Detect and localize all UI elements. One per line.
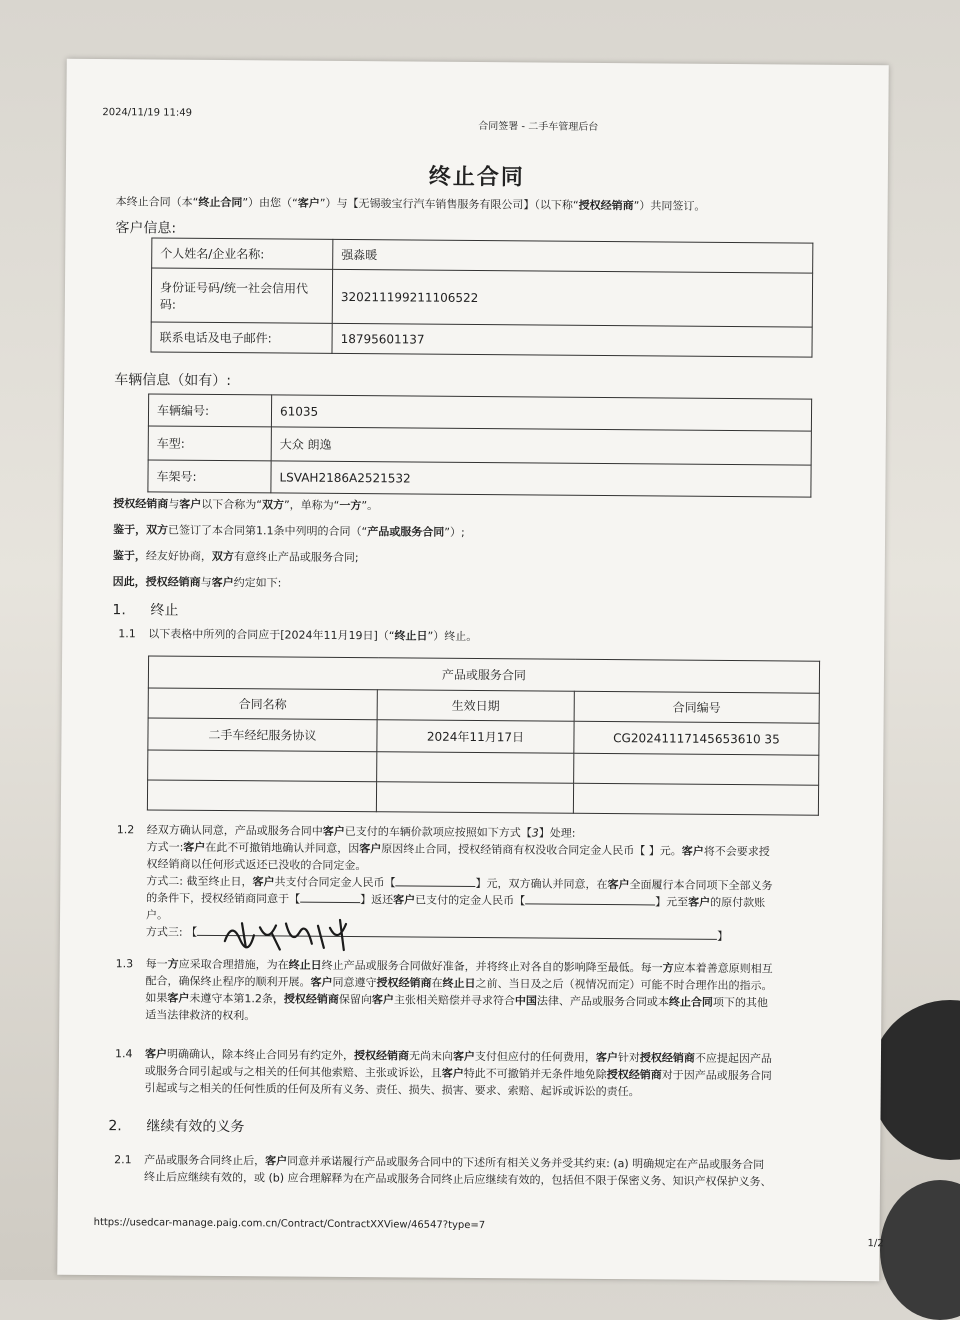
contract-number-cell: CG20241117145653610 35: [574, 721, 819, 755]
contract-number-cell: [574, 753, 819, 785]
vehicle-info-table: [147, 393, 812, 497]
clause-2-1: 2.1 产品或服务合同终止后，客户同意并承诺履行产品或服务合同中的下述所有相关义务并受其约束: (a) 明确规定在产品或服务合同 终止后应继续有效的，或 (b) 应合理解释为在产品或服务合同终止后应继续有效的，包括但不限于保密义务、知识产权保护义务、: [114, 1153, 772, 1189]
customer-id-value: 320211199211106522: [332, 269, 812, 327]
choice-value: 3: [531, 826, 539, 840]
clause-1-4: 1.4 客户明确确认，除本终止合同另有约定外，授权经销商无尚未向客户支付但应付的任何费用，客户针对授权经销商不应提起因产品 或服务合同引起或与之相关的任何其他索赔、主张或诉讼，且客户特此不可撤销并无条件地免除授权经销商对于因产品或服务合同 引起或与之相关的任何性质的任何及所有义务、责任、损失、损害、要求、索赔、起诉或诉讼的责任。: [114, 1047, 773, 1099]
section-1-heading: 1. 终止: [112, 602, 179, 619]
vehicle-id-key: 车辆编号:: [148, 394, 271, 427]
contract-date-cell: [376, 782, 573, 814]
contracts-table: [147, 655, 820, 815]
contract-name-cell: [147, 780, 376, 812]
contract-name-cell: 二手车经纪服务协议: [148, 718, 377, 752]
customer-contact-key: 联系电话及电子邮件:: [151, 322, 332, 353]
print-datetime: 2024/11/19 11:49: [102, 107, 193, 119]
customer-name-key: 个人姓名/企业名称:: [152, 238, 333, 269]
print-page-title: 合同签署 - 二手车管理后台: [478, 121, 599, 133]
section-2-heading: 2. 继续有效的义务: [108, 1118, 245, 1136]
contract-name-cell: [148, 750, 377, 782]
table-row: [148, 718, 819, 755]
customer-contact-value: 18795601137: [332, 323, 812, 357]
vehicle-model-value: 大众 朗逸: [271, 427, 811, 465]
contract-number-cell: [573, 783, 818, 815]
document-title: 终止合同: [428, 164, 525, 191]
clause-1-1: 1.1 以下表格中所列的合同应于[2024年11月19日]（“终止日”）终止。: [118, 627, 478, 644]
page-number: 1/2: [867, 1238, 884, 1250]
handwritten-method-three: [220, 913, 360, 954]
contracts-header-date: 生效日期: [377, 690, 574, 722]
vehicle-vin-key: 车架号:: [148, 460, 271, 493]
contracts-header-name: 合同名称: [148, 688, 377, 720]
vehicle-vin-value: LSVAH2186A2521532: [271, 461, 811, 497]
vehicle-model-key: 车型:: [148, 426, 271, 461]
customer-name-value: 强淼暖: [333, 239, 813, 273]
contracts-header-number: 合同编号: [574, 691, 819, 723]
footer-url: https://usedcar-manage.paig.com.cn/Contract/ContractXXView/46547?type=7: [93, 1217, 486, 1232]
customer-info-table: [150, 237, 813, 357]
contract-date-cell: 2024年11月17日: [377, 720, 574, 754]
whereas-paragraph-2: 鉴于，经友好协商，双方有意终止产品或服务合同;: [112, 549, 359, 565]
clause-1-2: 1.2 经双方确认同意，产品或服务合同中客户已支付的车辆价款项应按照如下方式【3】处理: 方式一:客户在此不可撤销地确认并同意，因客户原因终止合同，授权经销商有权没收合同定金人民币【 】元。客户将不会要求授 权经销商以任何形式返还已没收的合同定金。 方式二: 截至终止日，客户共支付合同定金人民币【 】元，双方确认并同意，在客户全面履行本合同项下全部义务 的条件下，授权经销商同意于【 】返还客户已支付的定金人民币【 】元至客户的原付款账 户。 方式三: 【 】: [116, 823, 773, 944]
vehicle-info-label: 车辆信息（如有）:: [114, 372, 232, 390]
whereas-paragraph-1: 鉴于，双方已签订了本合同第1.1条中列明的合同（“产品或服务合同”）;: [113, 523, 465, 539]
parties-paragraph: 授权经销商与客户以下合称为“双方”，单称为“一方”。: [113, 497, 379, 513]
intro-paragraph: 本终止合同（本“终止合同”）由您（“客户”）与【无锡骏宝行汽车销售服务有限公司】（以下称“授权经销商”）共同签订。: [115, 195, 706, 213]
background-shadow: [880, 1180, 960, 1320]
table-row: [147, 780, 818, 815]
therefore-paragraph: 因此，授权经销商与客户约定如下:: [112, 575, 282, 590]
vehicle-id-value: 61035: [271, 395, 811, 431]
clause-1-3: 1.3 每一方应采取合理措施，为在终止日终止产品或服务合同做好准备，并将终止对各自的影响降至最低。每一方应本着善意原则相互 配合，确保终止程序的顺利开展。客户同意遵守授权经销商在终止日之前、当日及之后（视情况而定）可能不时合理作出的指示。 如果客户未遵守本第1.2条，授权经销商保留向客户主张相关赔偿并寻求符合中国法律、产品或服务合同或本终止合同项下的其他 适当法律救济的权利。: [115, 957, 773, 1023]
contract-paper: [57, 59, 889, 1281]
background-shadow: [870, 1000, 960, 1160]
contracts-table-caption: 产品或服务合同: [148, 656, 819, 693]
customer-info-label: 客户信息:: [115, 220, 177, 237]
contract-date-cell: [377, 752, 574, 784]
customer-id-key: 身份证号码/统一社会信用代码:: [151, 268, 332, 323]
